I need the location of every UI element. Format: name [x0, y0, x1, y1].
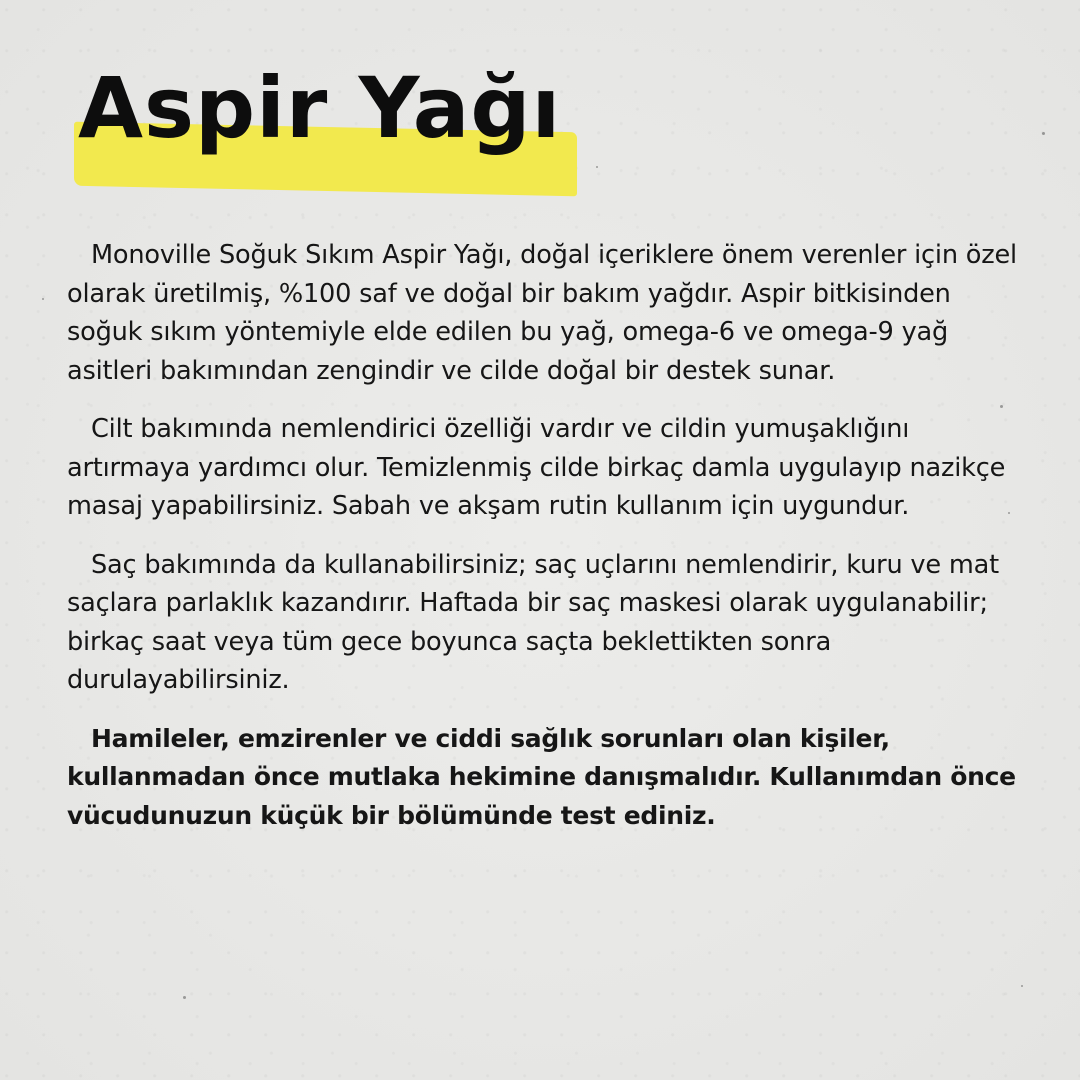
title-block [0, 0, 1080, 220]
paper-speck [1021, 985, 1023, 987]
paragraph-hair-care: Saç bakımında da kullanabilirsiniz; saç uçlarını nemlendirir, kuru ve mat saçlara parlaklık kazandırır. Haftada bir saç maskesi olarak uygulanabilir; birkaç saat veya tüm gece boyunca saçta beklettikten sonra durulayabilirsiniz. [67, 549, 999, 695]
paper-speck [183, 996, 186, 999]
page-title: Aspir Yağı [78, 59, 562, 157]
paragraph-warning: Hamileler, emzirenler ve ciddi sağlık sorunları olan kişiler, kullanmadan önce mutlaka hekimine danışmalıdır. Kullanımdan önce vücudunuzun küçük bir bölümünde test ediniz. [67, 723, 1016, 830]
body-text [67, 236, 1017, 855]
paragraph-intro: Monoville Soğuk Sıkım Aspir Yağı, doğal içeriklere önem verenler için özel olarak üretilmiş, %100 saf ve doğal bir bakım yağdır. Aspir bitkisinden soğuk sıkım yöntemiyle elde edilen bu yağ, omega-6 ve omega-9 yağ asitleri bakımından zengindir ve cilde doğal bir destek sunar. [67, 240, 1017, 386]
paper-speck [42, 298, 44, 300]
paragraph-skin-care: Cilt bakımında nemlendirici özelliği vardır ve cildin yumuşaklığını artırmaya yardımcı olur. Temizlenmiş cilde birkaç damla uygulayıp nazikçe masaj yapabilirsiniz. Sabah ve akşam rutin kullanım için uygundur. [67, 414, 1006, 521]
